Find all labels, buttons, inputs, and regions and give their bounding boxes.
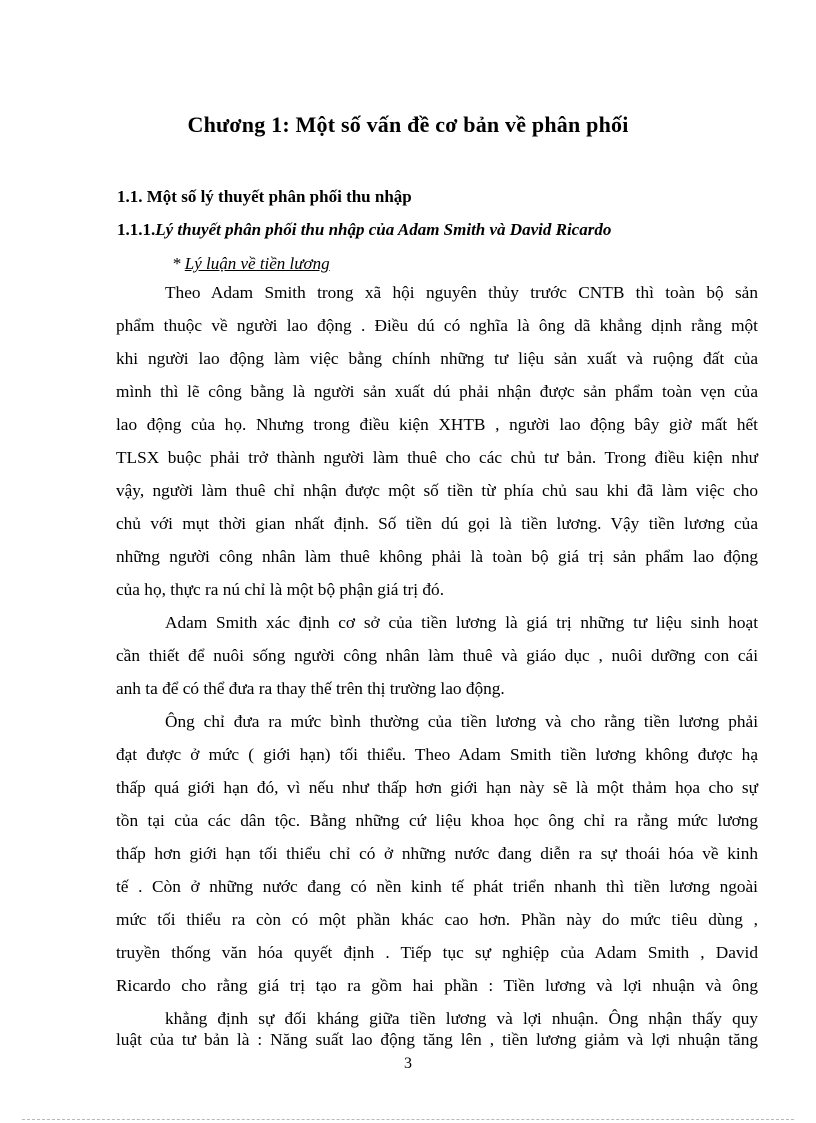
body-line: thấp hơn giới hạn tối thiểu chỉ có ở những nước đang diễn ra sự thoái hóa về kinh bbox=[116, 844, 758, 863]
subsection-heading bbox=[117, 220, 611, 240]
body-line: khẳng định sự đối kháng giữa tiền lương và lợi nhuận. Ông nhận thấy quy bbox=[165, 1009, 758, 1028]
body-line: đạt được ở mức ( giới hạn) tối thiểu. Theo Adam Smith tiền lương không được hạ bbox=[116, 745, 758, 764]
body-line: Adam Smith xác định cơ sở của tiền lương là giá trị những tư liệu sinh hoạt bbox=[165, 613, 758, 632]
body-line: mức tối thiểu ra còn có một phần khác cao hơn. Phần này do mức tiêu dùng , bbox=[116, 910, 758, 929]
body-line: truyền thống văn hóa quyết định . Tiếp tục sự nghiệp của Adam Smith , David bbox=[116, 943, 758, 962]
body-line: mình thì lẽ công bằng là người sản xuất dú phải nhận được sản phẩm toàn vẹn của bbox=[116, 382, 758, 401]
body-line: luật của tư bản là : Năng suất lao động tăng lên , tiền lương giảm và lợi nhuận tăng bbox=[116, 1030, 758, 1049]
body-line: tồn tại của các dân tộc. Bằng những cứ liệu khoa học ông chỉ ra rằng mức lương bbox=[116, 811, 758, 830]
subheading-bullet: * bbox=[172, 254, 185, 273]
subheading-text: Lý luận về tiền lương bbox=[184, 254, 330, 273]
chapter-title: Chương 1: Một số vấn đề cơ bản về phân phối bbox=[187, 112, 629, 137]
body-line: chủ với mụt thời gian nhất định. Số tiền dú gọi là tiền lương. Vậy tiền lương của bbox=[116, 514, 758, 533]
body-line: lao động của họ. Nhưng trong điều kiện XHTB , người lao động bây giờ mất hết bbox=[116, 415, 758, 434]
body-line: cần thiết để nuôi sống người công nhân làm thuê và giáo dục , nuôi dưỡng con cái bbox=[116, 646, 758, 665]
subsection-title: Lý thuyết phân phối thu nhập của Adam Smith và David Ricardo bbox=[155, 220, 612, 239]
body-line: phẩm thuộc về người lao động . Điều dú có nghĩa là ông dã khẳng dịnh rằng một bbox=[116, 316, 758, 335]
page-bottom-divider bbox=[22, 1119, 794, 1120]
body-line: anh ta để có thể đưa ra thay thế trên thị trường lao động. bbox=[116, 679, 505, 698]
page-number: 3 bbox=[404, 1055, 412, 1072]
subsection-number: 1.1.1. bbox=[117, 220, 156, 239]
body-line: Ông chỉ đưa ra mức bình thường của tiền lương và cho rằng tiền lương phải bbox=[165, 712, 758, 731]
body-line: tế . Còn ở những nước đang có nền kinh tế phát triển nhanh thì tiền lương ngoài bbox=[116, 877, 758, 896]
body-line: Theo Adam Smith trong xã hội nguyên thủy trước CNTB thì toàn bộ sản bbox=[165, 283, 758, 302]
body-line: TLSX buộc phải trở thành người làm thuê cho các chủ tư bản. Trong điều kiện như bbox=[116, 448, 758, 467]
subheading bbox=[172, 254, 330, 274]
body-line: vậy, người làm thuê chỉ nhận được một số tiền từ phía chủ sau khi đã làm việc cho bbox=[116, 481, 758, 500]
body-line: Ricardo cho rằng giá trị tạo ra gồm hai phần : Tiền lương và lợi nhuận và ông bbox=[116, 976, 758, 995]
body-line: của họ, thực ra nú chỉ là một bộ phận giá trị đó. bbox=[116, 580, 445, 599]
body-line: thấp quá giới hạn đó, vì nếu như thấp hơn giới hạn này sẽ là một thảm họa cho sự bbox=[116, 778, 758, 797]
body-line: những người công nhân làm thuê không phải là toàn bộ giá trị sản phẩm lao động bbox=[116, 547, 758, 566]
body-line: khi người lao động làm việc bằng chính những tư liệu sản xuất và ruộng đất của bbox=[116, 349, 758, 368]
section-heading: 1.1. Một số lý thuyết phân phối thu nhập bbox=[117, 187, 412, 206]
